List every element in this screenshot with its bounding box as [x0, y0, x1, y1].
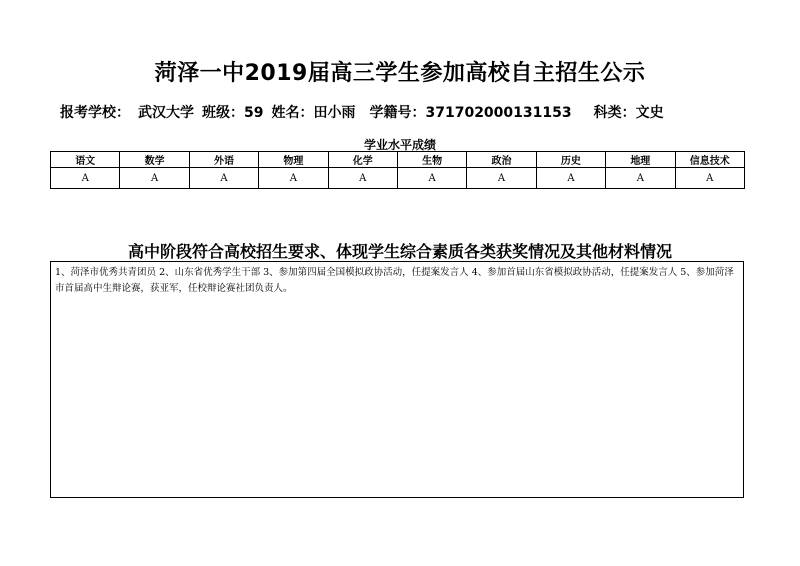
student-info-row — [60, 102, 664, 122]
grade-value-history: A — [536, 168, 605, 189]
grade-header-history: 历史 — [536, 152, 605, 168]
awards-content: 1、菏泽市优秀共青团员 2、山东省优秀学生干部 3、参加第四届全国模拟政协活动，任提案发言人 4、参加首届山东省模拟政协活动，任提案发言人 5、参加菏泽市首届高中生辩论赛，获亚军，任校辩论赛社团负责人。 — [50, 261, 744, 498]
grade-value-it: A — [675, 168, 744, 189]
grade-header-chemistry: 化学 — [328, 152, 397, 168]
subject-label: 科类： — [593, 105, 636, 121]
grades-table — [50, 151, 745, 189]
grade-value-foreign-language: A — [189, 168, 258, 189]
grade-header-chinese: 语文 — [51, 152, 120, 168]
awards-section-title: 高中阶段符合高校招生要求、体现学生综合素质各类获奖情况及其他材料情况 — [127, 242, 672, 261]
grade-header-biology: 生物 — [397, 152, 466, 168]
student-id-value: 371702000131153 — [425, 105, 572, 121]
name-label: 姓名： — [271, 105, 314, 121]
class-label: 班级： — [202, 105, 244, 121]
grade-header-it: 信息技术 — [675, 152, 744, 168]
grade-value-chemistry: A — [328, 168, 397, 189]
grade-header-politics: 政治 — [467, 152, 536, 168]
grade-value-chinese: A — [51, 168, 120, 189]
grade-value-politics: A — [467, 168, 536, 189]
grade-header-physics: 物理 — [259, 152, 328, 168]
grades-value-row — [51, 168, 745, 189]
grade-header-foreign-language: 外语 — [189, 152, 258, 168]
school-label: 报考学校： — [60, 105, 130, 121]
student-id-label: 学籍号： — [369, 105, 426, 121]
subject-value: 文史 — [635, 105, 664, 121]
grade-header-math: 数学 — [120, 152, 189, 168]
grades-header-row — [51, 152, 745, 168]
grade-header-geography: 地理 — [606, 152, 675, 168]
grade-value-geography: A — [606, 168, 675, 189]
school-value: 武汉大学 — [138, 105, 194, 121]
grade-value-physics: A — [259, 168, 328, 189]
grade-value-biology: A — [397, 168, 466, 189]
name-value: 田小雨 — [313, 105, 356, 121]
class-value: 59 — [244, 105, 264, 121]
document-title: 菏泽一中2019届高三学生参加高校自主招生公示 — [154, 61, 646, 86]
grades-section-title: 学业水平成绩 — [363, 138, 436, 152]
grade-value-math: A — [120, 168, 189, 189]
